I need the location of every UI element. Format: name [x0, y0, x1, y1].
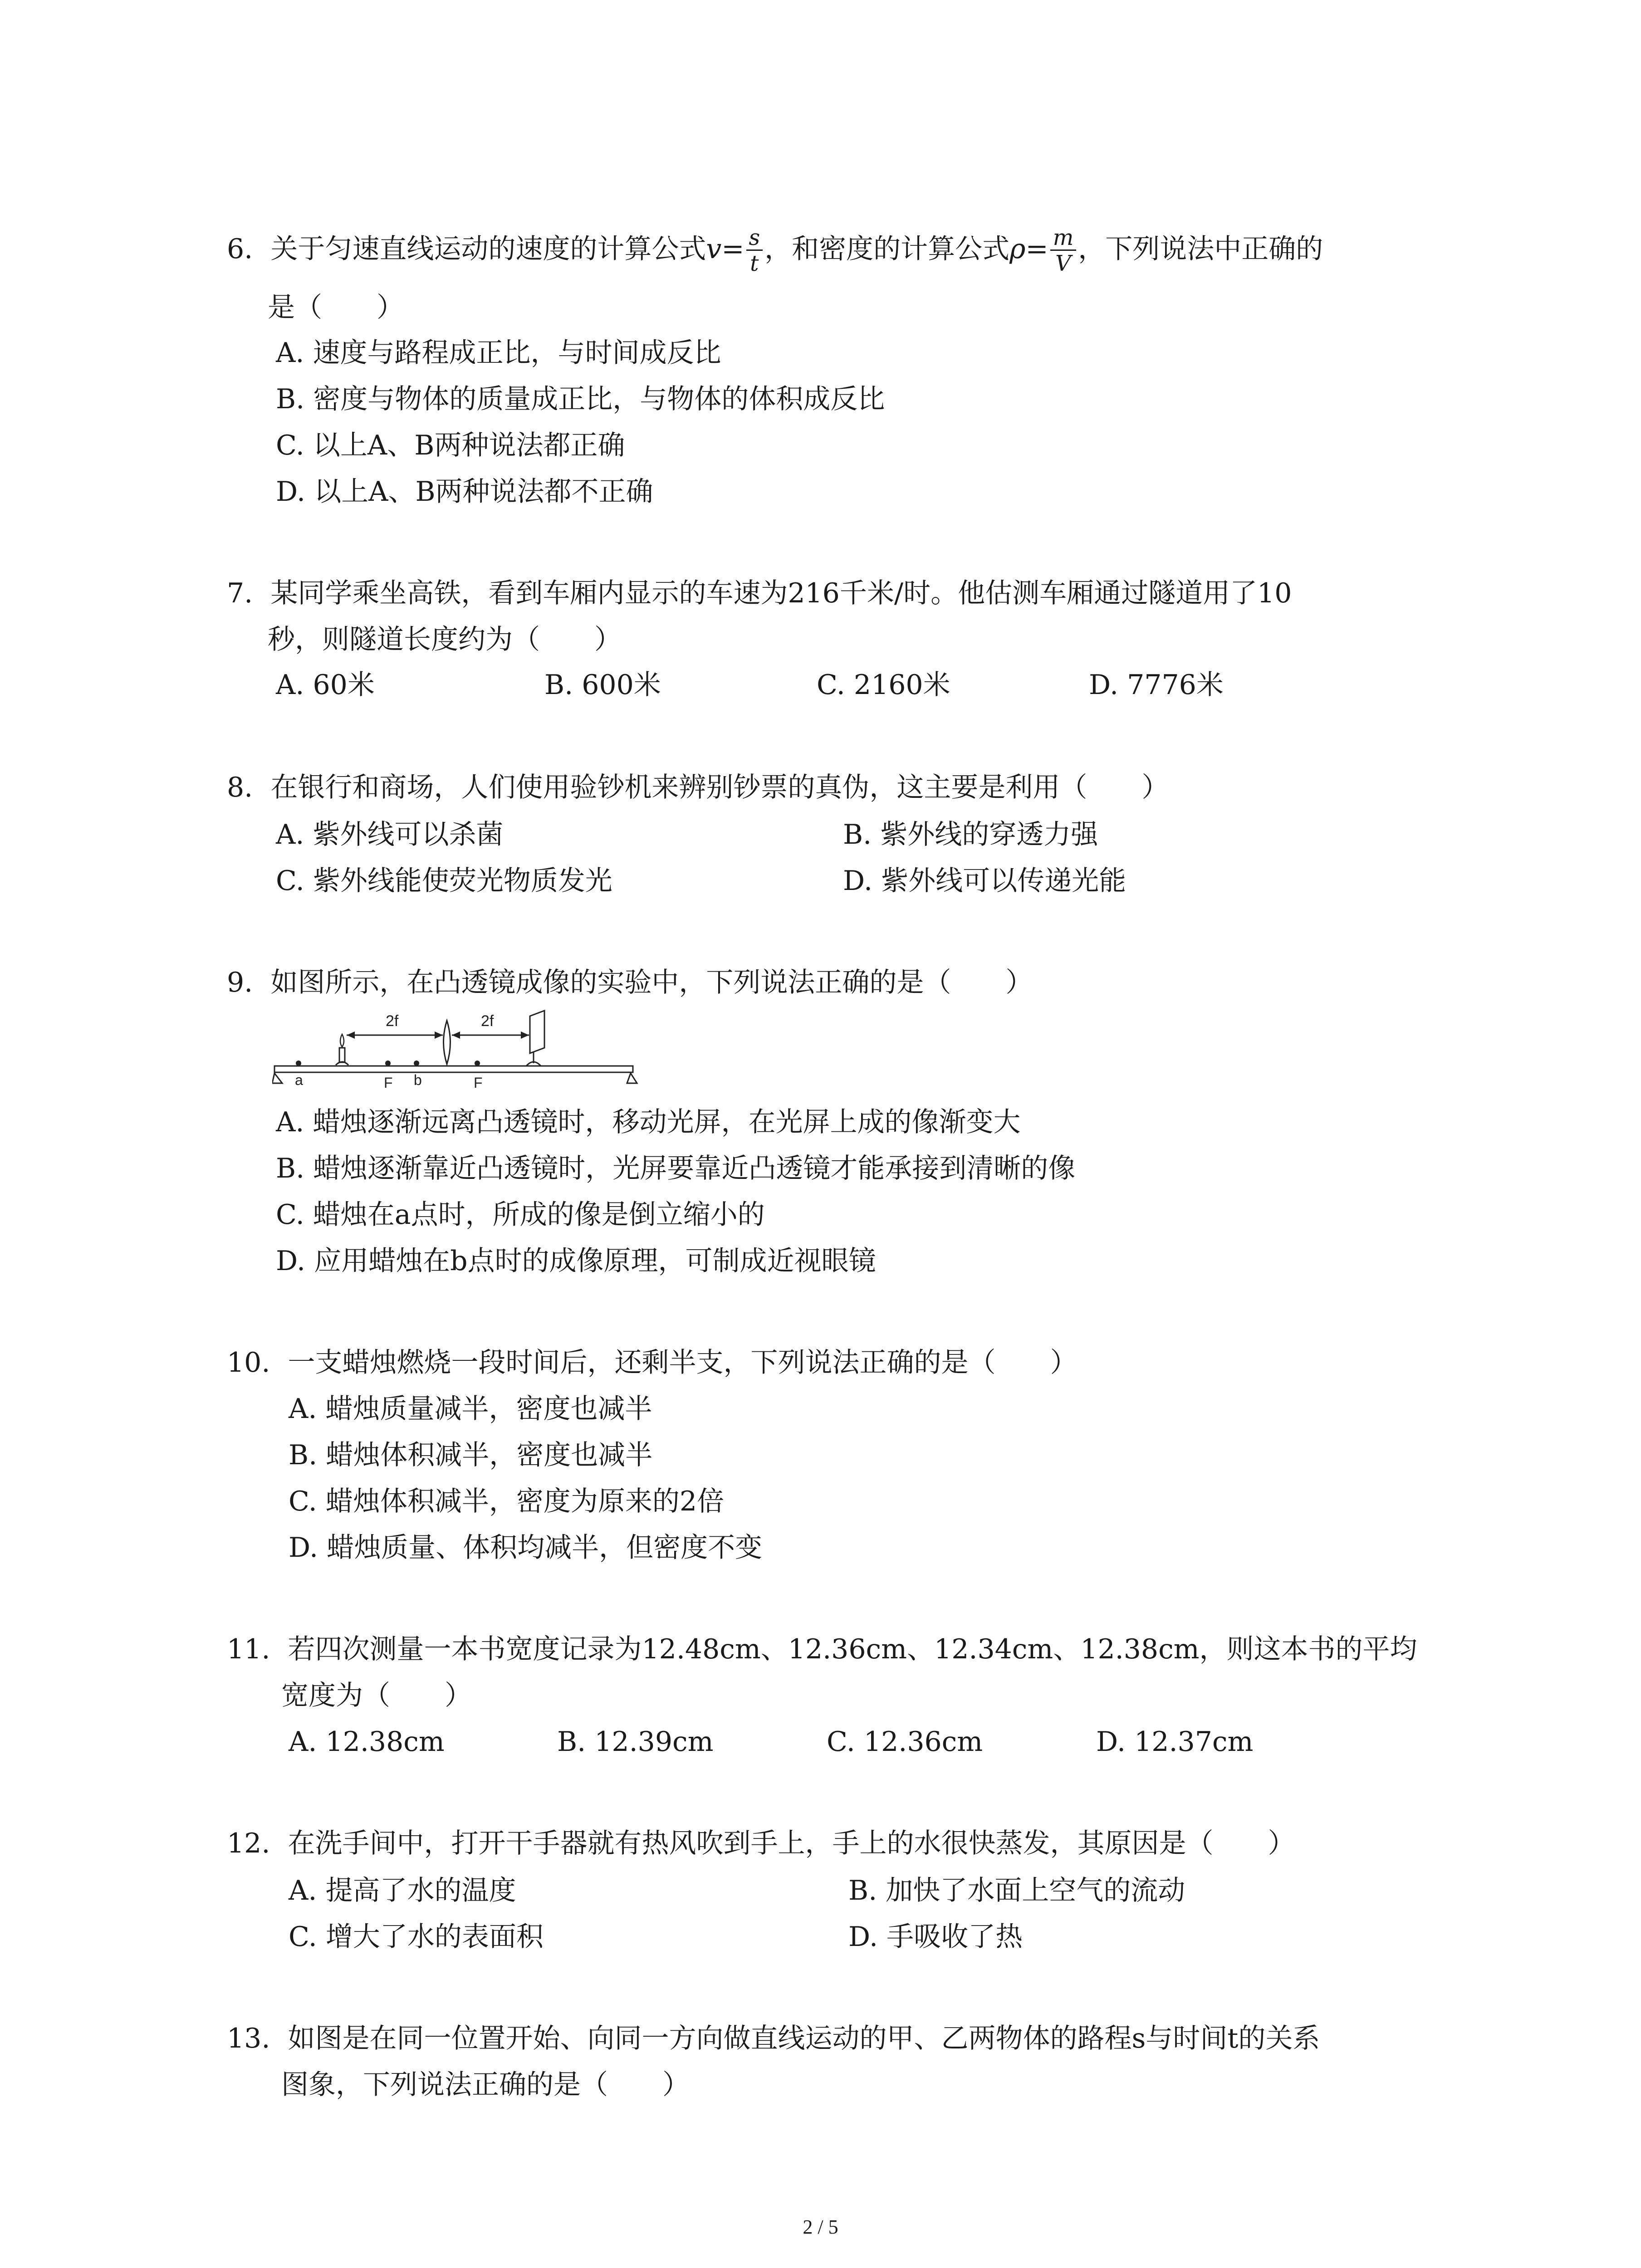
dimension-2f-right-arrow: [452, 1031, 529, 1039]
candle-icon: [336, 1034, 348, 1065]
question-text: 关于匀速直线运动的速度的计算公式: [270, 233, 706, 265]
question-text: 在银行和商场，人们使用验钞机来辨别钞票的真伪，这主要是利用（ ）: [270, 772, 1169, 803]
option-d[interactable]: D. 应用蜡烛在b点时的成像原理，可制成近视眼镜: [276, 1245, 876, 1277]
question-text: 如图所示，在凸透镜成像的实验中，下列说法正确的是（ ）: [270, 967, 1033, 998]
bench-right-foot: [627, 1073, 637, 1083]
question-number: 11.: [227, 1633, 270, 1665]
question-text: ，下列说法中正确的: [1078, 233, 1323, 265]
velocity-formula-lhs: v=: [706, 233, 745, 265]
option-d[interactable]: D. 蜡烛质量、体积均减半，但密度不变: [289, 1532, 763, 1564]
question-10-stem-line-1: [227, 1344, 1078, 1381]
question-text: 在洗手间中，打开干手器就有热风吹到手上，手上的水很快蒸发，其原因是（ ）: [288, 1828, 1295, 1859]
label-b: b: [414, 1072, 422, 1088]
question-text: ，和密度的计算公式: [764, 233, 1010, 265]
point-F-right-marker: [475, 1061, 480, 1066]
label-F-left: F: [384, 1075, 393, 1091]
question-text: 一支蜡烛燃烧一段时间后，还剩半支，下列说法正确的是（ ）: [288, 1347, 1078, 1378]
question-11-stem-line-2: 宽度为（ ）: [281, 1680, 472, 1711]
question-number: 6.: [227, 233, 253, 265]
page-number: 2 / 5: [803, 2216, 838, 2238]
fraction-numerator: m: [1050, 226, 1077, 251]
option-d[interactable]: D. 12.37cm: [1096, 1726, 1254, 1758]
optical-bench-rail: [274, 1066, 633, 1072]
dimension-2f-left-arrow: [347, 1031, 443, 1039]
question-13-stem-line-2: 图象，下列说法正确的是（ ）: [281, 2069, 690, 2101]
fraction-denominator: t: [750, 251, 759, 276]
option-b[interactable]: B. 紫外线的穿透力强: [843, 819, 1098, 850]
question-6-stem-line-1: [227, 226, 1323, 276]
option-a[interactable]: A. 速度与路程成正比，与时间成反比: [276, 337, 721, 369]
question-text: 如图是在同一位置开始、向同一方向做直线运动的甲、乙两物体的路程s与时间t的关系: [288, 2023, 1320, 2054]
question-7-stem-line-1: [227, 575, 1292, 611]
option-d[interactable]: D. 紫外线可以传递光能: [843, 865, 1127, 897]
optical-bench-figure: [272, 1007, 640, 1098]
fraction-denominator: V: [1055, 251, 1071, 276]
question-11-stem-line-1: [227, 1631, 1417, 1667]
question-text: 某同学乘坐高铁，看到车厢内显示的车速为216千米/时。他估测车厢通过隧道用了10: [270, 577, 1292, 609]
option-b[interactable]: B. 蜡烛逐渐靠近凸透镜时，光屏要靠近凸透镜才能承接到清晰的像: [276, 1153, 1076, 1184]
point-F-left-marker: [385, 1061, 391, 1066]
option-a[interactable]: A. 蜡烛质量减半，密度也减半: [289, 1393, 652, 1425]
option-b[interactable]: B. 蜡烛体积减半，密度也减半: [289, 1439, 653, 1471]
label-2f-right: 2f: [481, 1012, 494, 1030]
label-F-right: F: [474, 1075, 483, 1091]
question-13-stem-line-1: [227, 2020, 1320, 2057]
option-b[interactable]: B. 加快了水面上空气的流动: [848, 1875, 1185, 1906]
option-d[interactable]: D. 手吸收了热: [848, 1921, 1023, 1953]
bench-left-foot: [272, 1073, 282, 1083]
point-a-marker: [296, 1061, 301, 1066]
question-number: 12.: [227, 1828, 270, 1859]
option-c[interactable]: C. 2160米: [817, 669, 950, 701]
question-8-stem-line-1: [227, 769, 1169, 806]
density-formula-lhs: ρ=: [1009, 233, 1048, 265]
label-2f-left: 2f: [386, 1012, 399, 1030]
label-a: a: [295, 1072, 303, 1088]
light-screen-icon: [526, 1011, 544, 1066]
option-c[interactable]: C. 蜡烛体积减半，密度为原来的2倍: [289, 1486, 725, 1517]
question-number: 7.: [227, 577, 253, 609]
option-d[interactable]: D. 7776米: [1089, 669, 1224, 701]
point-b-marker: [414, 1061, 419, 1066]
question-12-stem-line-1: [227, 1825, 1295, 1862]
option-c[interactable]: C. 蜡烛在a点时，所成的像是倒立缩小的: [276, 1199, 765, 1231]
option-c[interactable]: C. 12.36cm: [827, 1726, 983, 1758]
question-6-stem-line-2: 是（ ）: [268, 292, 404, 323]
velocity-fraction: [746, 226, 763, 276]
question-text: 若四次测量一本书宽度记录为12.48cm、12.36cm、12.34cm、12.38cm，则这本书的平均: [288, 1633, 1417, 1665]
option-c[interactable]: C. 增大了水的表面积: [289, 1921, 544, 1953]
option-a[interactable]: A. 提高了水的温度: [289, 1875, 516, 1906]
option-a[interactable]: A. 蜡烛逐渐远离凸透镜时，移动光屏，在光屏上成的像渐变大: [276, 1106, 1021, 1138]
convex-lens-icon: [444, 1021, 451, 1064]
option-c[interactable]: C. 紫外线能使荧光物质发光: [276, 865, 612, 897]
density-fraction: [1050, 226, 1077, 276]
option-b[interactable]: B. 密度与物体的质量成正比，与物体的体积成反比: [276, 383, 885, 415]
option-b[interactable]: B. 12.39cm: [557, 1726, 714, 1758]
question-number: 10.: [227, 1347, 270, 1378]
question-number: 9.: [227, 967, 253, 998]
option-b[interactable]: B. 600米: [544, 669, 661, 701]
option-a[interactable]: A. 12.38cm: [289, 1726, 445, 1758]
option-a[interactable]: A. 紫外线可以杀菌: [276, 819, 504, 850]
option-a[interactable]: A. 60米: [276, 669, 375, 701]
option-d[interactable]: D. 以上A、B两种说法都不正确: [276, 476, 653, 508]
question-7-stem-line-2: 秒，则隧道长度约为（ ）: [268, 624, 622, 655]
option-c[interactable]: C. 以上A、B两种说法都正确: [276, 430, 625, 461]
question-number: 13.: [227, 2023, 270, 2054]
question-number: 8.: [227, 772, 253, 803]
question-9-stem-line-1: [227, 964, 1033, 1001]
fraction-numerator: s: [746, 226, 763, 251]
